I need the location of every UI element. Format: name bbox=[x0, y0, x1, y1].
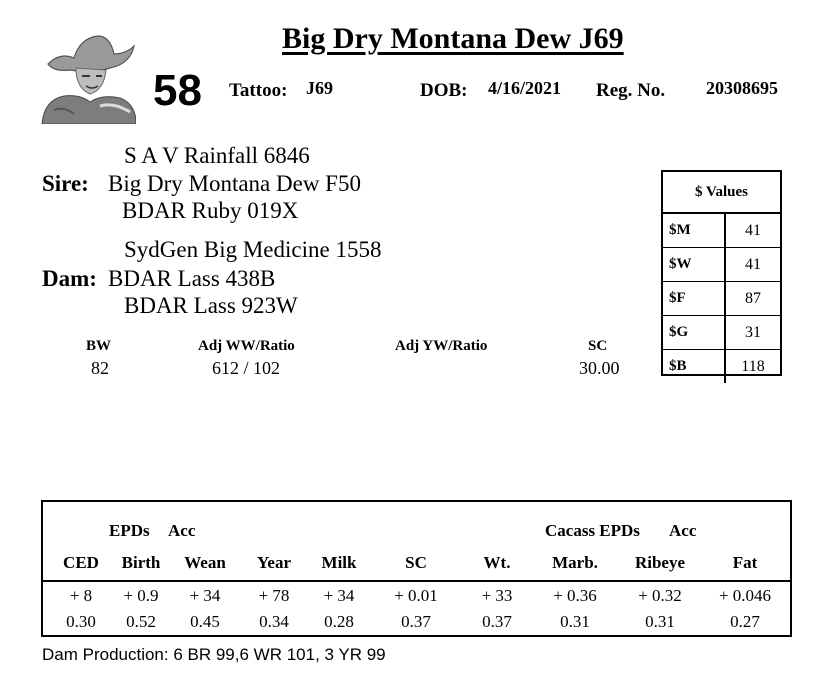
epd-group-acc: Acc bbox=[168, 521, 196, 540]
adj-ww-value: 612 / 102 bbox=[212, 358, 281, 378]
carcass-epd-group-acc: Acc bbox=[669, 521, 697, 540]
epd-accuracy: 0.28 bbox=[324, 612, 354, 631]
tattoo-value: J69 bbox=[306, 78, 333, 98]
dollar-value-label: $M bbox=[663, 214, 726, 247]
epd-accuracy: 0.34 bbox=[259, 612, 289, 631]
dollar-values-table bbox=[661, 170, 782, 376]
epd-column-header: Milk bbox=[321, 553, 357, 572]
dam-dam: BDAR Lass 923W bbox=[124, 293, 298, 318]
epd-accuracy: 0.52 bbox=[126, 612, 156, 631]
dam-sire: SydGen Big Medicine 1558 bbox=[124, 237, 382, 262]
dollar-values-title: $ Values bbox=[663, 172, 780, 214]
adj-ww-label: Adj WW/Ratio bbox=[198, 338, 295, 354]
reg-no-value: 20308695 bbox=[706, 78, 778, 98]
dollar-value-label: $F bbox=[663, 282, 726, 315]
epd-column-header: SC bbox=[405, 553, 427, 572]
dollar-value-number: 41 bbox=[745, 221, 761, 239]
sire-sire: S A V Rainfall 6846 bbox=[124, 143, 310, 168]
sire-dam: BDAR Ruby 019X bbox=[122, 198, 299, 223]
animal-name-title: Big Dry Montana Dew J69 bbox=[282, 22, 624, 55]
sc-value: 30.00 bbox=[579, 358, 620, 378]
epd-accuracy: 0.37 bbox=[401, 612, 431, 631]
epd-group-title: EPDs bbox=[109, 521, 150, 540]
epd-divider bbox=[43, 580, 790, 582]
epd-value: + 0.01 bbox=[394, 586, 438, 605]
epd-value: + 78 bbox=[258, 586, 290, 605]
adj-yw-label: Adj YW/Ratio bbox=[395, 338, 488, 354]
epd-table bbox=[41, 500, 792, 637]
dollar-value-number: 118 bbox=[741, 357, 765, 375]
dob-label: DOB: bbox=[420, 80, 468, 101]
dam-name: BDAR Lass 438B bbox=[108, 266, 276, 291]
epd-accuracy: 0.37 bbox=[482, 612, 512, 631]
sire-name: Big Dry Montana Dew F50 bbox=[108, 171, 361, 196]
lot-number: 58 bbox=[153, 66, 202, 115]
bw-value: 82 bbox=[91, 358, 109, 378]
dollar-value-label: $W bbox=[663, 248, 726, 281]
dollar-value-row bbox=[663, 214, 780, 248]
tattoo-label: Tattoo: bbox=[229, 80, 288, 101]
epd-accuracy: 0.30 bbox=[66, 612, 96, 631]
epd-value: + 0.36 bbox=[553, 586, 597, 605]
epd-value: + 0.32 bbox=[638, 586, 682, 605]
dam-label: Dam: bbox=[42, 266, 97, 291]
epd-value: + 34 bbox=[189, 586, 221, 605]
cowboy-logo-image bbox=[40, 24, 136, 124]
dollar-value-label: $B bbox=[663, 350, 726, 383]
dollar-value-number: 31 bbox=[745, 323, 761, 341]
epd-value: + 33 bbox=[481, 586, 513, 605]
epd-accuracy: 0.31 bbox=[560, 612, 590, 631]
epd-column-header: Ribeye bbox=[634, 553, 686, 572]
epd-value: + 0.046 bbox=[718, 586, 772, 605]
epd-value: + 8 bbox=[69, 586, 93, 605]
epd-column-header: Wean bbox=[184, 553, 226, 572]
dollar-value-row bbox=[663, 282, 780, 316]
epd-accuracy: 0.31 bbox=[645, 612, 675, 631]
dollar-value-number: 87 bbox=[745, 289, 761, 307]
epd-column-header: Birth bbox=[121, 553, 161, 572]
sire-label: Sire: bbox=[42, 171, 89, 196]
epd-value: + 34 bbox=[323, 586, 355, 605]
epd-column-header: Wt. bbox=[483, 553, 511, 572]
dollar-value-number: 41 bbox=[745, 255, 761, 273]
sc-label: SC bbox=[588, 338, 608, 354]
dob-value: 4/16/2021 bbox=[488, 78, 562, 98]
epd-accuracy: 0.27 bbox=[730, 612, 760, 631]
bw-label: BW bbox=[86, 338, 112, 354]
carcass-epd-group-title: Cacass EPDs bbox=[545, 521, 640, 540]
epd-column-header: Year bbox=[257, 553, 291, 572]
epd-column-header: CED bbox=[63, 553, 99, 572]
epd-column-header: Marb. bbox=[552, 553, 598, 572]
dollar-value-row bbox=[663, 350, 780, 383]
dollar-value-row bbox=[663, 248, 780, 282]
dollar-value-label: $G bbox=[663, 316, 726, 349]
dam-production: Dam Production: 6 BR 99,6 WR 101, 3 YR 99 bbox=[42, 645, 386, 664]
epd-accuracy: 0.45 bbox=[190, 612, 220, 631]
epd-column-header: Fat bbox=[732, 553, 758, 572]
dollar-value-row bbox=[663, 316, 780, 350]
reg-no-label: Reg. No. bbox=[596, 80, 666, 101]
epd-value: + 0.9 bbox=[123, 586, 159, 605]
